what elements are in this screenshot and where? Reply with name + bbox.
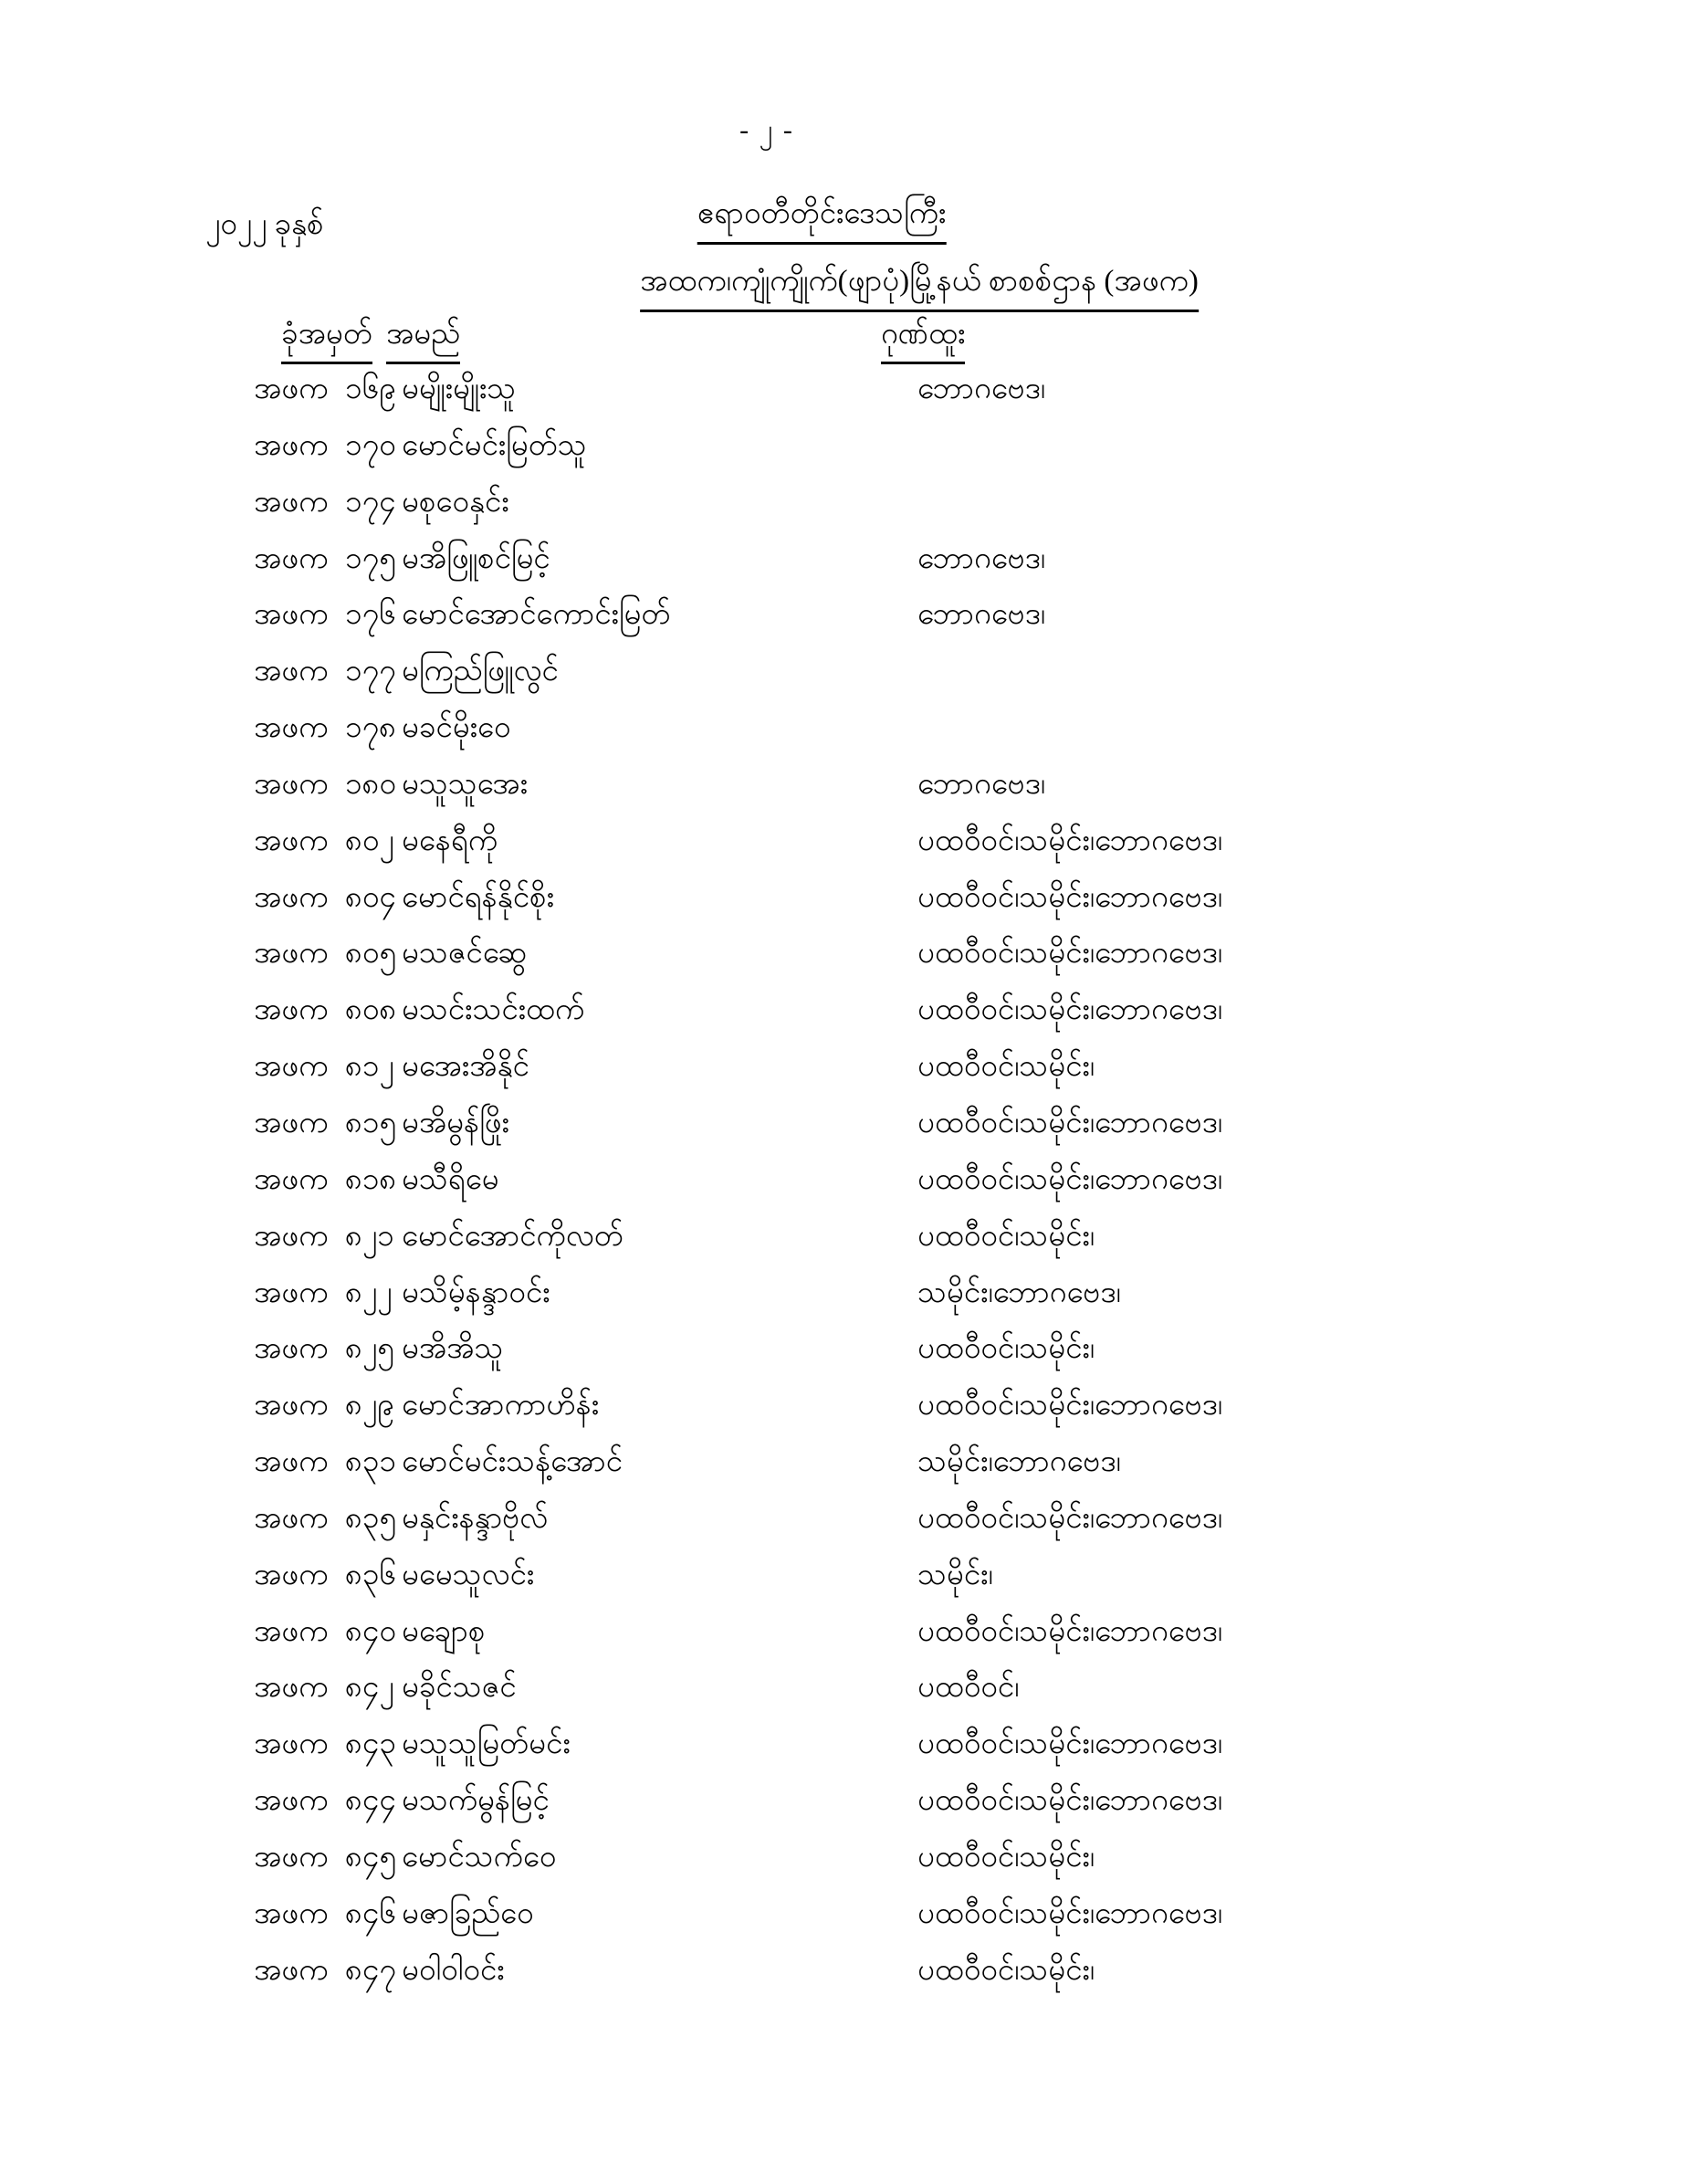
distinction-cell: ပထဝီဝင်၊သမိုင်း၊ဘောဂဗေဒ၊ xyxy=(917,993,1222,1027)
distinction-cell: ဘောဂဗေဒ၊ xyxy=(917,373,1046,405)
table-row xyxy=(0,821,1687,877)
page-number: - ၂ - xyxy=(739,115,794,145)
center-code-cell: အဖက xyxy=(254,1501,329,1535)
center-code-cell: အဖက xyxy=(254,428,329,462)
center-code-cell: အဖက xyxy=(254,1671,329,1705)
student-name-cell: မသူသူအေး xyxy=(402,767,528,801)
center-code-cell: အဖက xyxy=(254,1219,329,1253)
student-name-cell: မနှင်းနန္ဒာဗိုလ် xyxy=(402,1501,549,1535)
roll-number-cell: ၈၁၈ xyxy=(345,1162,397,1196)
student-name-cell: မခိုင်သဇင် xyxy=(402,1671,517,1705)
table-row xyxy=(0,990,1687,1046)
center-code-cell: အဖက xyxy=(254,655,329,688)
table-row xyxy=(0,1328,1687,1385)
table-row xyxy=(0,1046,1687,1103)
center-code-cell: အဖက xyxy=(254,1389,329,1423)
table-row xyxy=(0,594,1687,651)
distinction-cell: ပထဝီဝင်၊သမိုင်း၊ဘောဂဗေဒ၊ xyxy=(917,1106,1222,1139)
table-row xyxy=(0,1498,1687,1555)
student-name-cell: မအိဖြူစင်မြင့် xyxy=(402,541,550,575)
center-code-cell: အဖက xyxy=(254,1840,329,1874)
roll-number-cell: ၈၄၃ xyxy=(345,1727,396,1761)
student-name-cell: မမေသူလင်း xyxy=(402,1558,535,1591)
center-code-cell: အဖက xyxy=(254,1896,329,1930)
table-row xyxy=(0,539,1687,595)
roll-number-cell: ၈၀၂ xyxy=(345,824,394,857)
distinction-cell: ပထဝီဝင်၊သမိုင်း၊ xyxy=(917,1953,1095,1987)
student-name-cell: မသဇင်ဆွေ xyxy=(402,937,528,971)
student-name-cell: မမျိုးမျိုးသူ xyxy=(402,373,517,405)
table-row xyxy=(0,1612,1687,1668)
table-header-row xyxy=(0,314,1687,369)
roll-number-cell: ၈၃၆ xyxy=(345,1558,396,1591)
roll-number-cell: ၈၁၂ xyxy=(345,1050,394,1084)
center-code-cell: အဖက xyxy=(254,1953,329,1987)
table-row xyxy=(0,1442,1687,1498)
roll-number-cell: ၈၃၅ xyxy=(345,1501,396,1535)
roll-number-cell: ၈၄၇ xyxy=(345,1953,396,1987)
student-name-cell: မစုဝေနှင်း xyxy=(402,485,509,519)
table-row xyxy=(0,1780,1687,1837)
center-code-cell: အဖက xyxy=(254,598,329,632)
distinction-cell: ပထဝီဝင်၊သမိုင်း၊ဘောဂဗေဒ၊ xyxy=(917,1896,1222,1930)
roll-number-cell: ၁၇၈ xyxy=(345,711,396,745)
center-code-cell: အဖက xyxy=(254,1727,329,1761)
table-row xyxy=(0,1667,1687,1724)
distinction-cell: ပထဝီဝင်၊သမိုင်း၊ xyxy=(917,1840,1095,1874)
center-code-cell: အဖက xyxy=(254,1614,329,1648)
distinction-cell: ပထဝီဝင်၊သမိုင်း၊ဘောဂဗေဒ၊ xyxy=(917,1389,1222,1423)
student-name-cell: မောင်အောင်ကောင်းမြတ် xyxy=(402,598,671,632)
table-row xyxy=(0,425,1687,482)
student-name-cell: မအိမွန်ဖြိုး xyxy=(402,1106,509,1139)
student-name-cell: မအေးအိနိုင် xyxy=(402,1050,529,1084)
student-name-cell: မသိမ့်နန္ဒာဝင်း xyxy=(402,1276,550,1309)
student-name-cell: မသက်မွန်မြင့် xyxy=(402,1784,550,1818)
center-code-cell: အဖက xyxy=(254,767,329,801)
student-name-cell: မောင်သက်ဝေ xyxy=(402,1840,557,1874)
center-code-cell: အဖက xyxy=(254,824,329,857)
center-code-cell: အဖက xyxy=(254,1558,329,1591)
roll-number-cell: ၈၃၁ xyxy=(345,1445,396,1479)
distinction-cell: ပထဝီဝင်၊သမိုင်း၊ဘောဂဗေဒ၊ xyxy=(917,880,1222,914)
roll-number-cell: ၈၄၄ xyxy=(345,1784,396,1818)
table-row xyxy=(0,1837,1687,1894)
table-row xyxy=(0,651,1687,708)
student-name-cell: မဇာခြည်ဝေ xyxy=(402,1896,534,1930)
center-code-cell: အဖက xyxy=(254,1106,329,1139)
table-row xyxy=(0,1894,1687,1950)
table-row xyxy=(0,1160,1687,1216)
center-code-cell: အဖက xyxy=(254,485,329,519)
student-name-cell: မောင်ရန်နိုင်စိုး xyxy=(402,880,554,914)
roll-number-cell: ၈၂၂ xyxy=(345,1276,393,1309)
roll-number-cell: ၈၂၅ xyxy=(345,1332,394,1366)
table-row xyxy=(0,1385,1687,1442)
roll-number-cell: ၁၈၀ xyxy=(345,767,396,801)
distinction-cell: ပထဝီဝင်၊သမိုင်း၊ဘောဂဗေဒ၊ xyxy=(917,1501,1222,1535)
table-row xyxy=(0,1103,1687,1160)
roll-number-cell: ၈၀၄ xyxy=(345,880,396,914)
roll-number-cell: ၈၁၅ xyxy=(345,1106,396,1139)
roll-number-cell: ၁၇၄ xyxy=(345,485,396,519)
roll-number-cell: ၈၂၁ xyxy=(345,1219,394,1253)
distinction-cell: ပထဝီဝင်၊သမိုင်း၊ဘောဂဗေဒ၊ xyxy=(917,824,1222,857)
student-name-cell: မောင်မင်းသန့်အောင် xyxy=(402,1445,623,1479)
center-code-cell: အဖက xyxy=(254,1050,329,1084)
distinction-cell: ပထဝီဝင်၊သမိုင်း၊ xyxy=(917,1219,1095,1253)
center-code-cell: အဖက xyxy=(254,880,329,914)
student-name-cell: မောင်မင်းမြတ်သူ xyxy=(402,428,587,462)
column-header-roll-number: ခုံအမှတ် xyxy=(281,314,372,364)
table-row xyxy=(0,764,1687,821)
student-name-cell: မသင်းသင်းထက် xyxy=(402,993,585,1027)
distinction-cell: ပထဝီဝင်၊သမိုင်း၊ xyxy=(917,1050,1095,1084)
column-header-distinction: ဂုဏ်ထူး xyxy=(881,314,965,364)
table-row xyxy=(0,1273,1687,1329)
center-code-cell: အဖက xyxy=(254,1784,329,1818)
table-row xyxy=(0,482,1687,539)
distinction-cell: ဘောဂဗေဒ၊ xyxy=(917,767,1046,801)
student-name-cell: မကြည်ဖြူလွင် xyxy=(402,655,559,688)
center-code-cell: အဖက xyxy=(254,711,329,745)
table-row xyxy=(0,933,1687,990)
student-name-cell: မခင်မိုးဝေ xyxy=(402,711,511,745)
distinction-cell: ဘောဂဗေဒ၊ xyxy=(917,541,1046,575)
student-name-cell: မသီရိမေ xyxy=(402,1162,499,1196)
student-name-cell: မောင်အာကာဟိန်း xyxy=(402,1389,600,1423)
roll-number-cell: ၁၆၉ xyxy=(345,373,396,405)
roll-number-cell: ၁၇၀ xyxy=(345,428,396,462)
table-row xyxy=(0,1216,1687,1273)
table-row xyxy=(0,708,1687,764)
table-row xyxy=(0,1950,1687,2007)
center-code-cell: အဖက xyxy=(254,937,329,971)
exam-year-label: ၂၀၂၂ ခုနှစ် xyxy=(205,208,324,241)
center-code-cell: အဖက xyxy=(254,1332,329,1366)
table-row xyxy=(0,877,1687,934)
distinction-cell: ပထဝီဝင်၊သမိုင်း၊ဘောဂဗေဒ၊ xyxy=(917,1614,1222,1648)
results-table xyxy=(0,369,1687,2006)
student-name-cell: မချောစု xyxy=(402,1614,486,1648)
roll-number-cell: ၈၀၅ xyxy=(345,937,396,971)
table-row xyxy=(0,369,1687,425)
roll-number-cell: ၈၄၅ xyxy=(345,1840,396,1874)
center-code-cell: အဖက xyxy=(254,541,329,575)
center-code-cell: အဖက xyxy=(254,373,329,405)
exam-center-title: အထက၊ကျုံကျိုက်(ဖျာပုံ)မြို့နယ် စာစစ်ဌာန (အဖက) xyxy=(640,261,1199,312)
roll-number-cell: ၁၇၅ xyxy=(345,541,396,575)
distinction-cell: ဘောဂဗေဒ၊ xyxy=(917,598,1046,632)
region-title: ဧရာဝတီတိုင်းဒေသကြီး xyxy=(697,194,947,245)
roll-number-cell: ၁၇၆ xyxy=(345,598,396,632)
distinction-cell: ပထဝီဝင်၊သမိုင်း၊ xyxy=(917,1332,1095,1366)
roll-number-cell: ၈၄၀ xyxy=(345,1614,396,1648)
center-code-cell: အဖက xyxy=(254,1162,329,1196)
student-name-cell: မအိအိသူ xyxy=(402,1332,504,1366)
table-row xyxy=(0,1724,1687,1780)
column-header-name: အမည် xyxy=(386,314,460,364)
roll-number-cell: ၈၄၂ xyxy=(345,1671,394,1705)
roll-number-cell: ၈၂၉ xyxy=(345,1389,394,1423)
distinction-cell: သမိုင်း၊ xyxy=(917,1558,993,1591)
distinction-cell: ပထဝီဝင်၊ xyxy=(917,1671,1020,1705)
distinction-cell: ပထဝီဝင်၊သမိုင်း၊ဘောဂဗေဒ၊ xyxy=(917,1784,1222,1818)
student-name-cell: မသူသူမြတ်မင်း xyxy=(402,1727,571,1761)
student-name-cell: မနေရီကို xyxy=(402,824,498,857)
center-code-cell: အဖက xyxy=(254,993,329,1027)
center-code-cell: အဖက xyxy=(254,1445,329,1479)
center-code-cell: အဖက xyxy=(254,1276,329,1309)
distinction-cell: ပထဝီဝင်၊သမိုင်း၊ဘောဂဗေဒ၊ xyxy=(917,937,1222,971)
roll-number-cell: ၈၀၈ xyxy=(345,993,397,1027)
roll-number-cell: ၁၇၇ xyxy=(345,655,396,688)
student-name-cell: မောင်အောင်ကိုလတ် xyxy=(402,1219,623,1253)
distinction-cell: သမိုင်း၊ဘောဂဗေဒ၊ xyxy=(917,1276,1121,1309)
table-row xyxy=(0,1555,1687,1612)
distinction-cell: သမိုင်း၊ဘောဂဗေဒ၊ xyxy=(917,1445,1121,1479)
distinction-cell: ပထဝီဝင်၊သမိုင်း၊ဘောဂဗေဒ၊ xyxy=(917,1162,1222,1196)
distinction-cell: ပထဝီဝင်၊သမိုင်း၊ဘောဂဗေဒ၊ xyxy=(917,1727,1222,1761)
student-name-cell: မဝါဝါဝင်း xyxy=(402,1953,505,1987)
roll-number-cell: ၈၄၆ xyxy=(345,1896,396,1930)
